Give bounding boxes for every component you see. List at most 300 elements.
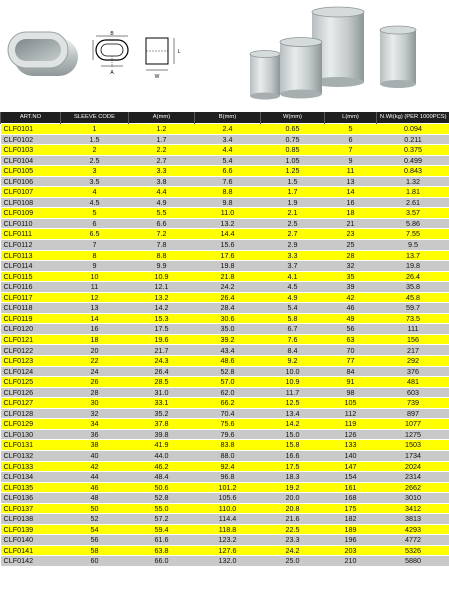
cell-sleeve-code: 56: [61, 535, 129, 546]
cell-b: 3.4: [195, 134, 261, 145]
cell-sleeve-code: 40: [61, 450, 129, 461]
cell-w: 1.25: [261, 166, 325, 177]
cell-l: 21: [325, 218, 377, 229]
cell-w: 17.5: [261, 461, 325, 472]
cell-sleeve-code: 8: [61, 250, 129, 261]
cell-art-no: CLF0142: [1, 556, 61, 566]
cell-art-no: CLF0116: [1, 282, 61, 293]
cell-w: 6.7: [261, 324, 325, 335]
cell-a: 4.9: [129, 197, 195, 208]
cell-w: 11.7: [261, 387, 325, 398]
table-row: [1, 535, 449, 546]
cell-l: 5: [325, 124, 377, 135]
cell-sleeve-code: 26: [61, 377, 129, 388]
cell-art-no: CLF0127: [1, 398, 61, 409]
cell-art-no: CLF0115: [1, 271, 61, 282]
cell-weight: 156: [377, 334, 449, 345]
spec-table: [0, 112, 449, 566]
cell-art-no: CLF0125: [1, 377, 61, 388]
cell-sleeve-code: 44: [61, 472, 129, 483]
cell-w: 16.6: [261, 450, 325, 461]
cell-art-no: CLF0108: [1, 197, 61, 208]
cell-art-no: CLF0126: [1, 387, 61, 398]
cell-art-no: CLF0118: [1, 303, 61, 314]
cell-a: 3.3: [129, 166, 195, 177]
cell-b: 6.6: [195, 166, 261, 177]
table-row: [1, 324, 449, 335]
cell-b: 105.6: [195, 493, 261, 504]
cell-sleeve-code: 13: [61, 303, 129, 314]
cell-a: 37.8: [129, 419, 195, 430]
cell-b: 123.2: [195, 535, 261, 546]
table-row: [1, 134, 449, 145]
cell-a: 61.6: [129, 535, 195, 546]
cell-b: 48.6: [195, 356, 261, 367]
cell-l: 154: [325, 472, 377, 483]
cell-l: 119: [325, 419, 377, 430]
header-l: L(mm): [325, 112, 377, 124]
cell-l: 63: [325, 334, 377, 345]
cell-art-no: CLF0119: [1, 313, 61, 324]
cell-w: 1.5: [261, 176, 325, 187]
cell-weight: 2662: [377, 482, 449, 493]
cell-weight: 0.499: [377, 155, 449, 166]
cell-weight: 2024: [377, 461, 449, 472]
cell-art-no: CLF0109: [1, 208, 61, 219]
table-body: [1, 124, 449, 566]
cell-w: 0.65: [261, 124, 325, 135]
cell-b: 66.2: [195, 398, 261, 409]
cell-art-no: CLF0138: [1, 514, 61, 525]
table-row: [1, 366, 449, 377]
cell-a: 10.9: [129, 271, 195, 282]
cell-w: 20.0: [261, 493, 325, 504]
cell-b: 28.4: [195, 303, 261, 314]
cell-sleeve-code: 14: [61, 313, 129, 324]
cell-sleeve-code: 12: [61, 292, 129, 303]
cell-a: 63.8: [129, 545, 195, 556]
cell-weight: 5880: [377, 556, 449, 566]
cell-b: 17.6: [195, 250, 261, 261]
table-row: [1, 282, 449, 293]
cell-sleeve-code: 46: [61, 482, 129, 493]
cell-w: 0.85: [261, 145, 325, 156]
cell-w: 4.5: [261, 282, 325, 293]
cell-sleeve-code: 28: [61, 387, 129, 398]
cell-a: 55.0: [129, 503, 195, 514]
cell-w: 5.8: [261, 313, 325, 324]
cell-w: 22.5: [261, 524, 325, 535]
cell-weight: 3412: [377, 503, 449, 514]
cell-w: 23.3: [261, 535, 325, 546]
cell-w: 8.4: [261, 345, 325, 356]
table-row: [1, 398, 449, 409]
cell-w: 2.5: [261, 218, 325, 229]
cell-l: 175: [325, 503, 377, 514]
cell-weight: 1.81: [377, 187, 449, 198]
cell-sleeve-code: 2.5: [61, 155, 129, 166]
cell-weight: 3.57: [377, 208, 449, 219]
cell-art-no: CLF0105: [1, 166, 61, 177]
table-row: [1, 261, 449, 272]
table-row: [1, 472, 449, 483]
cell-l: 147: [325, 461, 377, 472]
cell-a: 28.5: [129, 377, 195, 388]
cell-art-no: CLF0112: [1, 240, 61, 251]
cell-b: 19.8: [195, 261, 261, 272]
table-row: [1, 419, 449, 430]
cell-sleeve-code: 18: [61, 334, 129, 345]
table-row: [1, 187, 449, 198]
cell-weight: 4772: [377, 535, 449, 546]
cell-sleeve-code: 60: [61, 556, 129, 566]
cell-l: 77: [325, 356, 377, 367]
cell-sleeve-code: 38: [61, 440, 129, 451]
table-row: [1, 461, 449, 472]
cell-sleeve-code: 5: [61, 208, 129, 219]
cell-b: 52.8: [195, 366, 261, 377]
cell-b: 30.6: [195, 313, 261, 324]
cell-w: 5.4: [261, 303, 325, 314]
cell-art-no: CLF0132: [1, 450, 61, 461]
cell-l: 13: [325, 176, 377, 187]
table-row: [1, 334, 449, 345]
label-l: L: [177, 49, 181, 55]
cell-art-no: CLF0124: [1, 366, 61, 377]
cell-weight: 73.5: [377, 313, 449, 324]
cell-w: 10.0: [261, 366, 325, 377]
cell-weight: 2.61: [377, 197, 449, 208]
cell-weight: 26.4: [377, 271, 449, 282]
cell-art-no: CLF0120: [1, 324, 61, 335]
cell-weight: 35.8: [377, 282, 449, 293]
cell-b: 15.6: [195, 240, 261, 251]
cell-l: 203: [325, 545, 377, 556]
cell-a: 35.2: [129, 408, 195, 419]
table-row: [1, 387, 449, 398]
cell-a: 26.4: [129, 366, 195, 377]
sleeve-photo: [4, 24, 86, 86]
cell-weight: 5.86: [377, 218, 449, 229]
cell-weight: 603: [377, 387, 449, 398]
cell-l: 7: [325, 145, 377, 156]
cell-b: 5.4: [195, 155, 261, 166]
cell-l: 91: [325, 377, 377, 388]
dimension-drawing: [90, 28, 186, 88]
cell-a: 8.8: [129, 250, 195, 261]
cell-b: 4.4: [195, 145, 261, 156]
cell-a: 19.6: [129, 334, 195, 345]
cell-w: 2.7: [261, 229, 325, 240]
cell-art-no: CLF0122: [1, 345, 61, 356]
cell-b: 75.6: [195, 419, 261, 430]
cell-art-no: CLF0134: [1, 472, 61, 483]
table-row: [1, 313, 449, 324]
cell-sleeve-code: 3: [61, 166, 129, 177]
cell-art-no: CLF0136: [1, 493, 61, 504]
cell-art-no: CLF0133: [1, 461, 61, 472]
table-row: [1, 250, 449, 261]
cell-a: 33.1: [129, 398, 195, 409]
cell-w: 1.7: [261, 187, 325, 198]
cell-l: 35: [325, 271, 377, 282]
table-row: [1, 145, 449, 156]
cell-weight: 1503: [377, 440, 449, 451]
cell-a: 50.6: [129, 482, 195, 493]
cell-weight: 59.7: [377, 303, 449, 314]
cell-l: 16: [325, 197, 377, 208]
cell-art-no: CLF0139: [1, 524, 61, 535]
cell-art-no: CLF0107: [1, 187, 61, 198]
table-row: [1, 218, 449, 229]
cell-w: 24.2: [261, 545, 325, 556]
cell-sleeve-code: 6.5: [61, 229, 129, 240]
cell-weight: 292: [377, 356, 449, 367]
cell-l: 105: [325, 398, 377, 409]
cell-w: 13.4: [261, 408, 325, 419]
cell-art-no: CLF0140: [1, 535, 61, 546]
cell-b: 43.4: [195, 345, 261, 356]
cell-weight: 2314: [377, 472, 449, 483]
cell-a: 44.0: [129, 450, 195, 461]
table-row: [1, 208, 449, 219]
cell-b: 127.6: [195, 545, 261, 556]
cell-a: 5.5: [129, 208, 195, 219]
cell-b: 57.0: [195, 377, 261, 388]
cell-w: 14.2: [261, 419, 325, 430]
cell-art-no: CLF0131: [1, 440, 61, 451]
cell-l: 196: [325, 535, 377, 546]
cell-b: 24.2: [195, 282, 261, 293]
header-art-no: ART.NO: [1, 112, 61, 124]
cell-art-no: CLF0111: [1, 229, 61, 240]
cell-weight: 4293: [377, 524, 449, 535]
cell-l: 168: [325, 493, 377, 504]
cell-a: 7.8: [129, 240, 195, 251]
cell-l: 133: [325, 440, 377, 451]
cell-a: 48.4: [129, 472, 195, 483]
cell-w: 25.0: [261, 556, 325, 566]
cell-w: 3.7: [261, 261, 325, 272]
cell-art-no: CLF0135: [1, 482, 61, 493]
cell-weight: 1.32: [377, 176, 449, 187]
cell-l: 32: [325, 261, 377, 272]
cell-l: 210: [325, 556, 377, 566]
cell-a: 31.0: [129, 387, 195, 398]
cell-w: 0.75: [261, 134, 325, 145]
cell-sleeve-code: 9: [61, 261, 129, 272]
cell-sleeve-code: 3.5: [61, 176, 129, 187]
cell-art-no: CLF0129: [1, 419, 61, 430]
cell-b: 2.4: [195, 124, 261, 135]
cell-a: 17.5: [129, 324, 195, 335]
cell-a: 9.9: [129, 261, 195, 272]
table-row: [1, 271, 449, 282]
cell-a: 24.3: [129, 356, 195, 367]
cell-sleeve-code: 16: [61, 324, 129, 335]
cell-sleeve-code: 6: [61, 218, 129, 229]
cell-b: 14.4: [195, 229, 261, 240]
table-row: [1, 292, 449, 303]
cell-b: 96.8: [195, 472, 261, 483]
cell-l: 39: [325, 282, 377, 293]
cell-l: 189: [325, 524, 377, 535]
cell-sleeve-code: 32: [61, 408, 129, 419]
table-row: [1, 377, 449, 388]
cell-a: 1.2: [129, 124, 195, 135]
table-row: [1, 440, 449, 451]
cell-sleeve-code: 58: [61, 545, 129, 556]
cell-a: 46.2: [129, 461, 195, 472]
cell-w: 21.6: [261, 514, 325, 525]
cell-b: 101.2: [195, 482, 261, 493]
header-w: W(mm): [261, 112, 325, 124]
cell-sleeve-code: 36: [61, 429, 129, 440]
header-a: A(mm): [129, 112, 195, 124]
cell-art-no: CLF0106: [1, 176, 61, 187]
table-row: [1, 197, 449, 208]
cell-sleeve-code: 4.5: [61, 197, 129, 208]
cell-sleeve-code: 1.5: [61, 134, 129, 145]
table-row: [1, 503, 449, 514]
cell-art-no: CLF0121: [1, 334, 61, 345]
cell-art-no: CLF0117: [1, 292, 61, 303]
cell-w: 15.0: [261, 429, 325, 440]
cell-sleeve-code: 4: [61, 187, 129, 198]
cell-b: 118.8: [195, 524, 261, 535]
label-a: A: [110, 70, 114, 76]
cell-l: 25: [325, 240, 377, 251]
cell-art-no: CLF0123: [1, 356, 61, 367]
cell-weight: 217: [377, 345, 449, 356]
cell-a: 59.4: [129, 524, 195, 535]
cell-sleeve-code: 20: [61, 345, 129, 356]
cell-b: 70.4: [195, 408, 261, 419]
cell-weight: 5326: [377, 545, 449, 556]
table-row: [1, 166, 449, 177]
cell-art-no: CLF0102: [1, 134, 61, 145]
cell-weight: 7.55: [377, 229, 449, 240]
product-images: [0, 0, 449, 112]
cell-l: 140: [325, 450, 377, 461]
cell-sleeve-code: 1: [61, 124, 129, 135]
table-row: [1, 356, 449, 367]
cell-sleeve-code: 22: [61, 356, 129, 367]
table-row: [1, 345, 449, 356]
cell-l: 18: [325, 208, 377, 219]
cell-a: 39.8: [129, 429, 195, 440]
cell-b: 11.0: [195, 208, 261, 219]
cell-l: 84: [325, 366, 377, 377]
cell-weight: 1275: [377, 429, 449, 440]
cell-a: 52.8: [129, 493, 195, 504]
cell-l: 14: [325, 187, 377, 198]
cell-l: 182: [325, 514, 377, 525]
cell-b: 92.4: [195, 461, 261, 472]
cell-l: 126: [325, 429, 377, 440]
table-row: [1, 545, 449, 556]
cell-w: 1.05: [261, 155, 325, 166]
cell-b: 132.0: [195, 556, 261, 566]
cell-sleeve-code: 52: [61, 514, 129, 525]
cell-weight: 897: [377, 408, 449, 419]
cell-weight: 0.211: [377, 134, 449, 145]
cell-l: 6: [325, 134, 377, 145]
cell-w: 4.1: [261, 271, 325, 282]
cell-l: 23: [325, 229, 377, 240]
header-row: [1, 112, 449, 124]
cell-a: 2.2: [129, 145, 195, 156]
cell-l: 9: [325, 155, 377, 166]
header-b: B(mm): [195, 112, 261, 124]
cell-weight: 9.5: [377, 240, 449, 251]
cell-art-no: CLF0137: [1, 503, 61, 514]
cell-a: 2.7: [129, 155, 195, 166]
cell-sleeve-code: 7: [61, 240, 129, 251]
cell-w: 3.3: [261, 250, 325, 261]
header-weight: N.Wt(kg) (PER 1000PCS): [377, 112, 449, 124]
table-row: [1, 482, 449, 493]
label-w: W: [154, 74, 160, 80]
cell-sleeve-code: 30: [61, 398, 129, 409]
cell-weight: 111: [377, 324, 449, 335]
cell-a: 4.4: [129, 187, 195, 198]
cell-w: 1.9: [261, 197, 325, 208]
cell-w: 7.6: [261, 334, 325, 345]
cell-sleeve-code: 34: [61, 419, 129, 430]
cell-art-no: CLF0101: [1, 124, 61, 135]
cell-weight: 45.8: [377, 292, 449, 303]
cell-a: 13.2: [129, 292, 195, 303]
cell-a: 57.2: [129, 514, 195, 525]
cell-a: 41.9: [129, 440, 195, 451]
table-row: [1, 155, 449, 166]
header-sleeve-code: SLEEVE CODE: [61, 112, 129, 124]
cell-sleeve-code: 50: [61, 503, 129, 514]
cell-sleeve-code: 2: [61, 145, 129, 156]
cell-weight: 3813: [377, 514, 449, 525]
cell-b: 88.0: [195, 450, 261, 461]
table-row: [1, 429, 449, 440]
cell-weight: 481: [377, 377, 449, 388]
cell-l: 49: [325, 313, 377, 324]
cell-art-no: CLF0128: [1, 408, 61, 419]
cell-l: 46: [325, 303, 377, 314]
table-row: [1, 124, 449, 135]
sleeve-medium: [280, 38, 322, 99]
cell-l: 70: [325, 345, 377, 356]
cell-b: 39.2: [195, 334, 261, 345]
cell-a: 15.3: [129, 313, 195, 324]
cell-b: 110.0: [195, 503, 261, 514]
table-row: [1, 493, 449, 504]
cell-sleeve-code: 42: [61, 461, 129, 472]
cell-b: 26.4: [195, 292, 261, 303]
table-row: [1, 524, 449, 535]
cell-b: 35.0: [195, 324, 261, 335]
cell-sleeve-code: 11: [61, 282, 129, 293]
cell-b: 114.4: [195, 514, 261, 525]
cell-weight: 13.7: [377, 250, 449, 261]
cell-l: 98: [325, 387, 377, 398]
cell-a: 6.6: [129, 218, 195, 229]
cell-weight: 739: [377, 398, 449, 409]
sleeve-right: [380, 26, 416, 88]
cell-b: 9.8: [195, 197, 261, 208]
cell-b: 13.2: [195, 218, 261, 229]
sleeve-group-photo: [246, 6, 422, 106]
cell-b: 62.0: [195, 387, 261, 398]
